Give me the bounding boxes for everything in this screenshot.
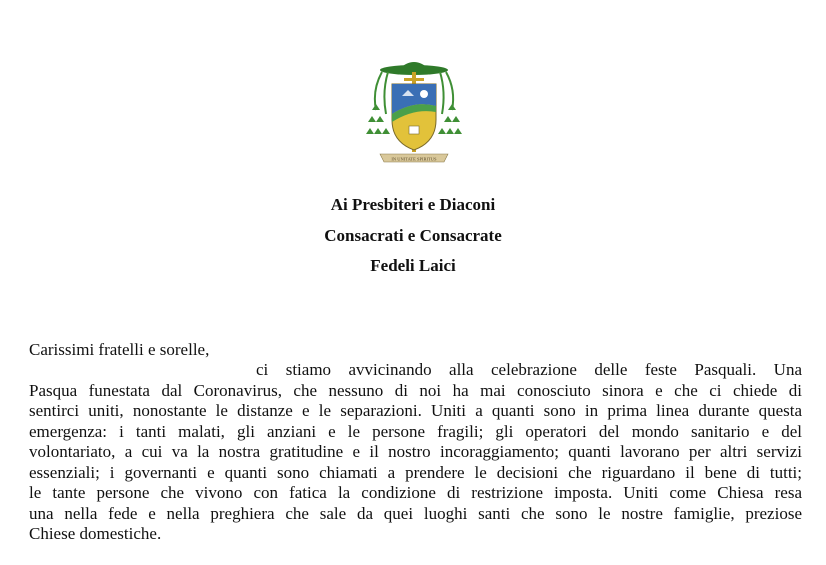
body-line: emergenza: i tanti malati, gli anziani e le persone fragili; gli operatori del mondo sanitario e del — [29, 421, 802, 441]
crest-motto: IN UNITATE SPIRITUS — [391, 156, 437, 162]
body-line: Pasqua funestata dal Coronavirus, che nessuno di noi ha mai conosciuto sinora e che ci chiede di — [29, 380, 802, 400]
tassels-right — [438, 104, 462, 134]
recipient-line-3: Fedeli Laici — [370, 256, 456, 275]
tassels-left — [366, 104, 390, 134]
recipient-line-2: Consacrati e Consacrate — [324, 226, 502, 245]
coat-of-arms-icon — [362, 50, 466, 170]
galero-crown — [398, 62, 430, 70]
body-line: ci stiamo avvicinando alla celebrazione delle feste Pasquali. Una — [256, 360, 802, 379]
body-line: Chiese domestiche. — [29, 524, 162, 543]
body-line: volontariato, a cui va la nostra gratitudine e il nostro incoraggiamento; quanti lavorano per altri servizi — [29, 442, 802, 461]
recipient-line-1: Ai Presbiteri e Diaconi — [330, 195, 496, 214]
salutation: Carissimi fratelli e sorelle, — [29, 340, 210, 359]
body-line: le tante persone che vivono con fatica la condizione di restrizione imposta. Uniti come Chiesa resa — [29, 483, 802, 502]
letter-body — [29, 360, 802, 545]
body-line: una nella fede e nella preghiera che sale da quei luoghi santi che sono le nostre famiglie, preziose — [29, 503, 802, 523]
body-line: sentirci uniti, nonostante le distanze e le separazioni. Uniti a quanti sono in prima linea durante questa — [29, 401, 802, 420]
body-line: essenziali; i governanti e quanti sono chiamati a prendere le decisioni che riguardano il bene di tutti; — [29, 462, 802, 482]
